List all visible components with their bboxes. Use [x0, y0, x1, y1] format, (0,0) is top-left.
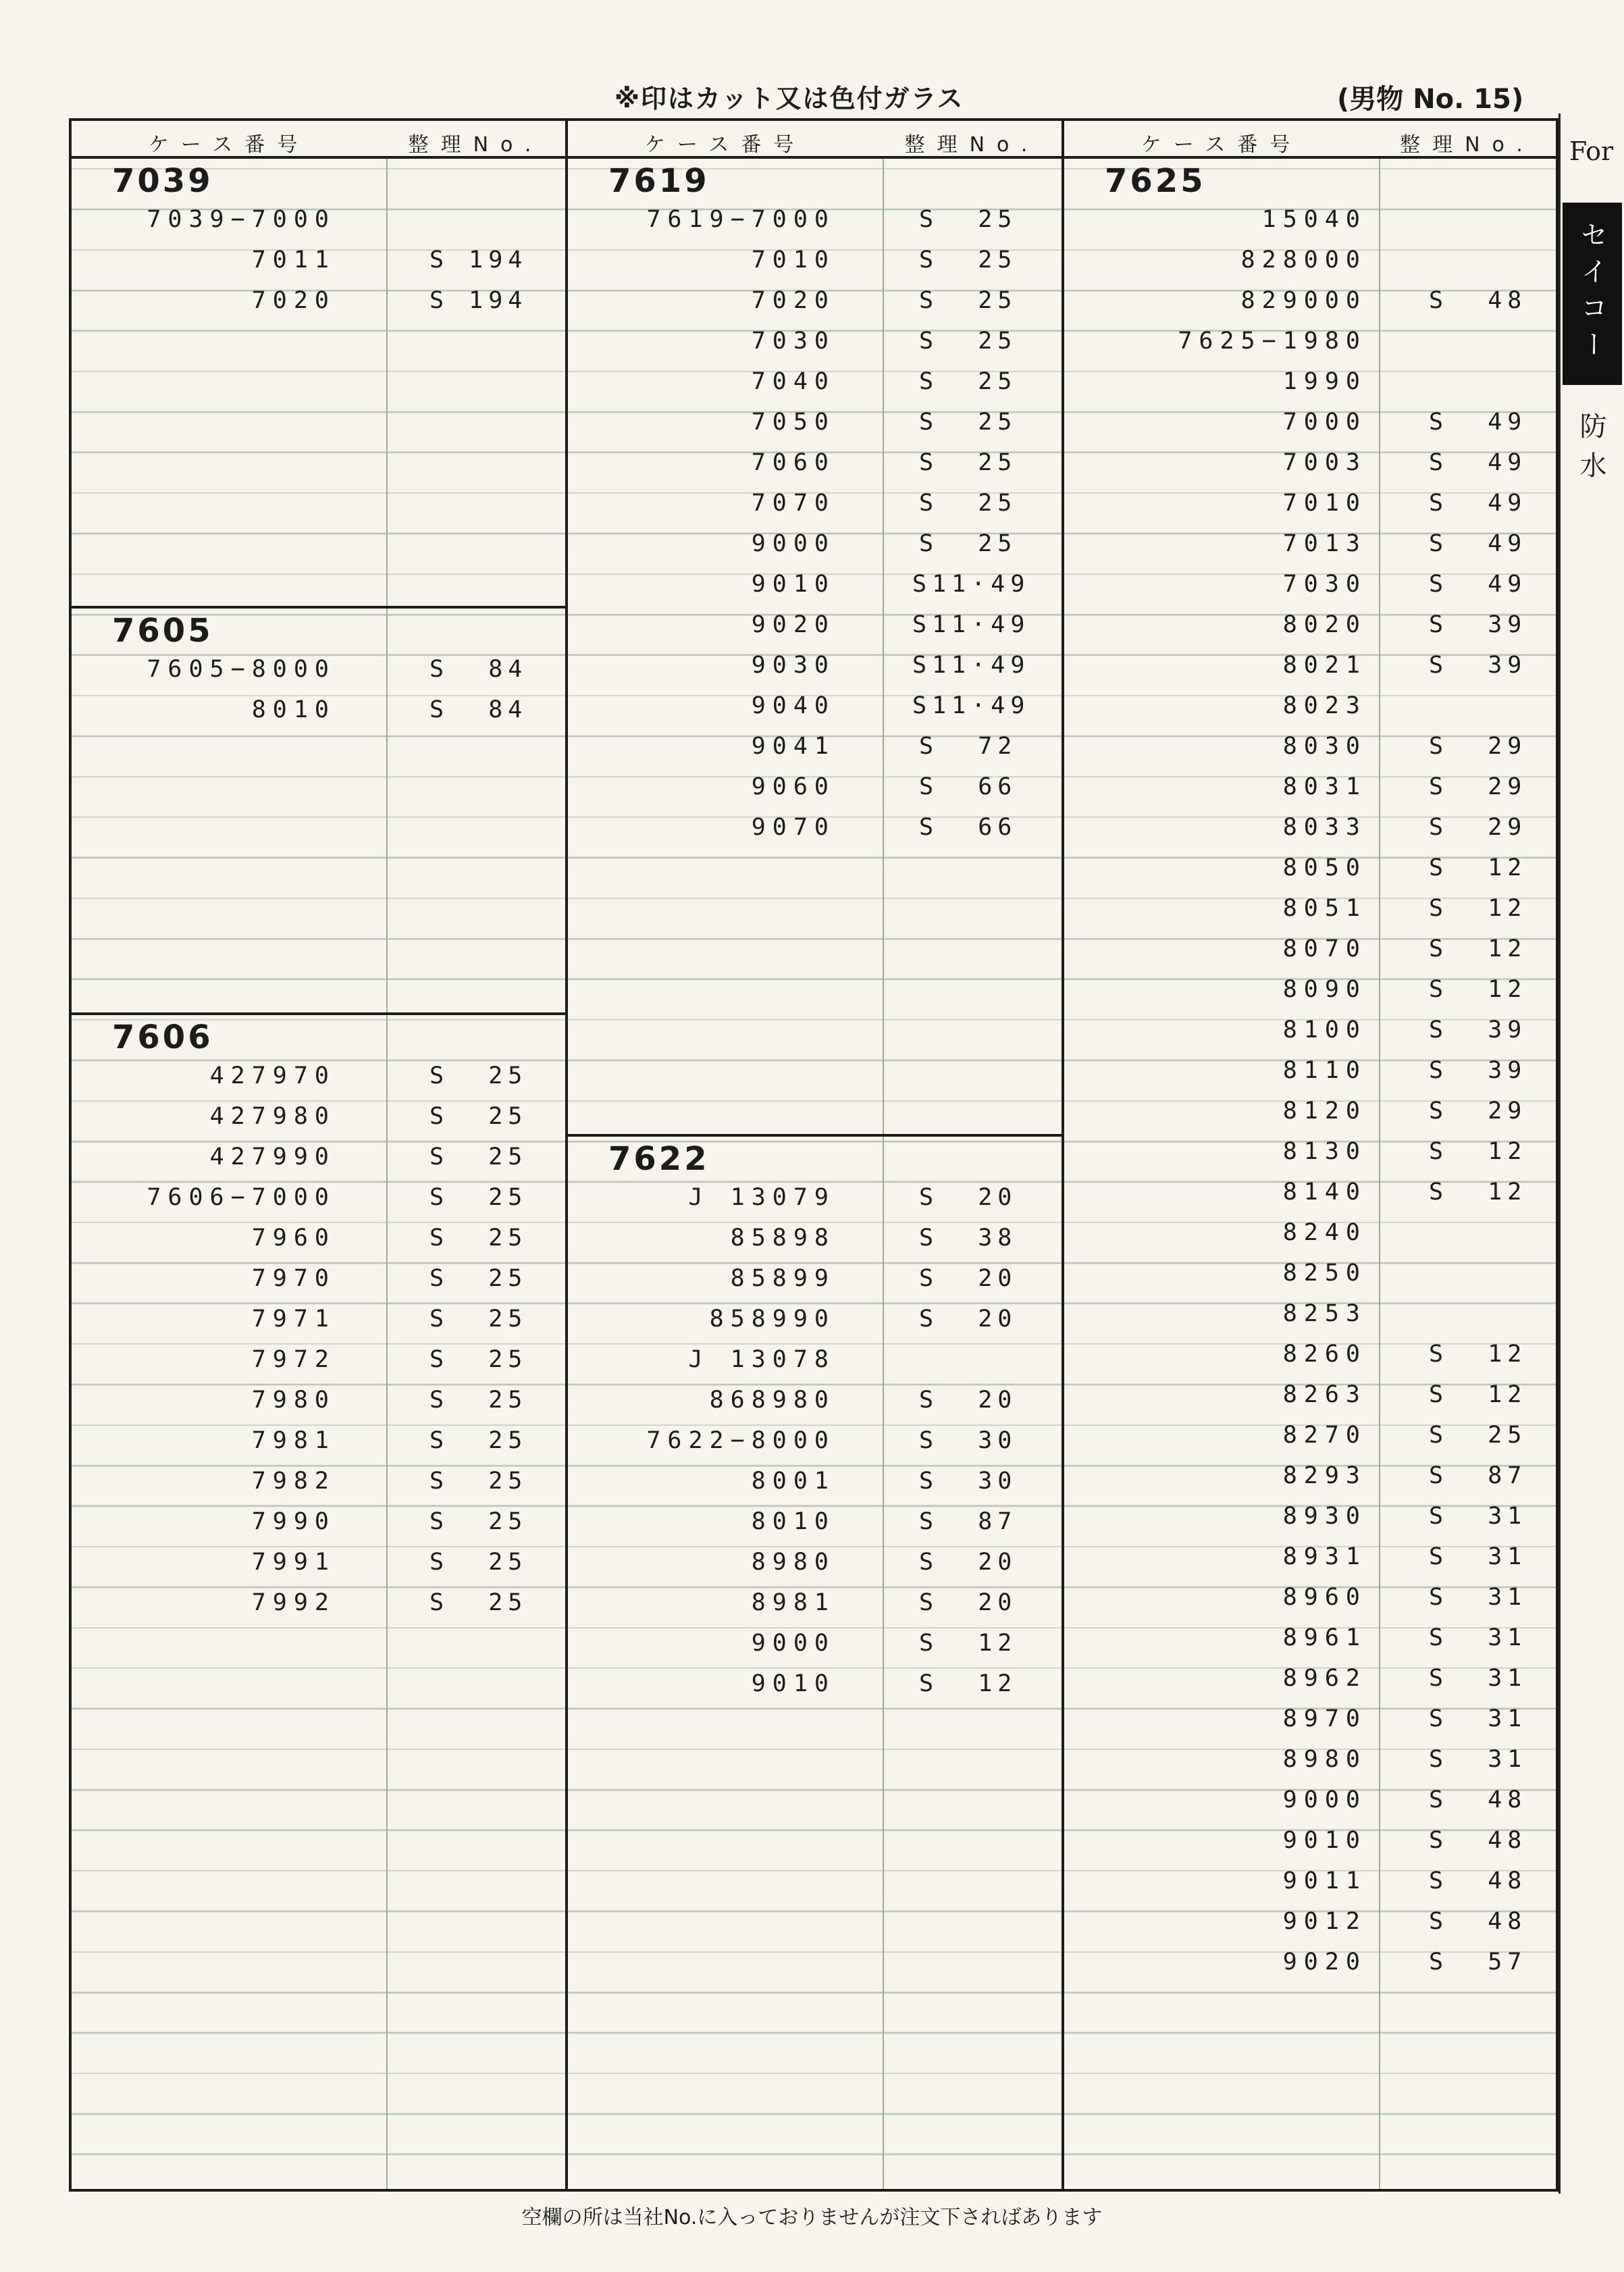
group-title: 7625: [1105, 162, 1206, 200]
ref-no: S 12: [1429, 935, 1527, 962]
case-no: 9010: [1282, 1827, 1367, 1854]
table-row: [568, 1501, 1062, 1542]
ref-no: S 25: [919, 490, 1018, 517]
case-no: 8051: [1282, 895, 1367, 922]
table-row: [1064, 1374, 1556, 1415]
ref-no: S11·49: [912, 692, 1030, 719]
table-row: [1064, 1091, 1556, 1131]
case-no: 8031: [1282, 773, 1367, 800]
table-row: [72, 1258, 565, 1299]
ref-no: S 31: [1429, 1665, 1527, 1692]
table-row: [1064, 442, 1556, 483]
case-no: 7060: [751, 449, 835, 476]
case-no-header: ケース番号: [1141, 133, 1303, 157]
table-row: [72, 1339, 565, 1380]
case-no: 8930: [1282, 1503, 1367, 1530]
ref-no: S 25: [429, 1184, 528, 1211]
ref-no: S 20: [919, 1184, 1018, 1211]
ref-no: S 25: [919, 206, 1018, 233]
case-no: 7970: [251, 1265, 336, 1292]
table-row: [1064, 604, 1556, 645]
case-no: J 13078: [688, 1346, 835, 1373]
ref-no: S 31: [1429, 1624, 1527, 1651]
case-no: 9011: [1282, 1867, 1367, 1894]
case-no: 8010: [751, 1508, 835, 1535]
ref-no: S 20: [919, 1306, 1018, 1333]
table-row: [568, 564, 1062, 604]
table-row: [1064, 807, 1556, 848]
case-no: 7625−1980: [1178, 328, 1367, 355]
ref-no: S 25: [429, 1103, 528, 1130]
ref-no: S 25: [919, 287, 1018, 314]
case-no: 7070: [751, 490, 835, 517]
ref-no: S 12: [919, 1670, 1018, 1697]
table-row: [1064, 1212, 1556, 1253]
table-row: [568, 321, 1062, 361]
ref-no: S 12: [1429, 1381, 1527, 1408]
case-no: 9010: [751, 571, 835, 598]
group-title: 7619: [608, 162, 710, 200]
ref-no: S11·49: [912, 611, 1030, 638]
table-row: [1064, 1577, 1556, 1618]
ref-no: S 48: [1429, 287, 1527, 314]
ref-no: S 20: [919, 1265, 1018, 1292]
case-group-7605: [72, 606, 565, 730]
case-no: 9000: [751, 530, 835, 557]
case-no: 8021: [1282, 652, 1367, 679]
table-row: [568, 1420, 1062, 1461]
table-row: [1064, 726, 1556, 767]
ref-no-header: 整理No.: [1400, 133, 1535, 157]
ref-no: S 31: [1429, 1584, 1527, 1611]
case-no: 9030: [751, 652, 835, 679]
case-no: 9060: [751, 773, 835, 800]
case-no: 8253: [1282, 1300, 1367, 1327]
ref-no: S 25: [429, 1346, 528, 1373]
table-row: [1064, 361, 1556, 402]
ref-no: S 48: [1429, 1908, 1527, 1935]
case-no: 829000: [1240, 287, 1367, 314]
case-no: 7622−8000: [646, 1427, 835, 1454]
group-title: 7622: [608, 1140, 710, 1178]
case-no: 8293: [1282, 1462, 1367, 1489]
ref-no: S 66: [919, 773, 1018, 800]
case-no: 8250: [1282, 1260, 1367, 1287]
ref-no: S 49: [1429, 530, 1527, 557]
case-group-7619: [568, 159, 1062, 848]
case-no: 7972: [251, 1346, 336, 1373]
table-row: [568, 645, 1062, 686]
ref-no: S 31: [1429, 1503, 1527, 1530]
case-group-7625: [1064, 159, 1556, 1982]
ref-no: S 25: [1429, 1422, 1527, 1449]
table-row: [1064, 523, 1556, 564]
ref-no: S 30: [919, 1468, 1018, 1495]
ref-no: S 12: [1429, 976, 1527, 1003]
table-row: [1064, 483, 1556, 523]
case-no: 7020: [251, 287, 336, 314]
table-row: [1064, 1293, 1556, 1334]
case-no: 8023: [1282, 692, 1367, 719]
catalog-page-number: (男物 No. 15): [1337, 84, 1524, 115]
table-row: [1064, 969, 1556, 1010]
table-row: [568, 1582, 1062, 1623]
case-no: 8970: [1282, 1705, 1367, 1732]
ref-no: S 25: [429, 1306, 528, 1333]
case-no: 7982: [251, 1468, 336, 1495]
case-no: 868980: [709, 1387, 835, 1414]
ref-no: S 84: [429, 656, 528, 683]
ref-no: S 12: [1429, 854, 1527, 881]
case-no: 8980: [751, 1549, 835, 1576]
case-no: 427990: [209, 1143, 336, 1170]
table-row: [1064, 280, 1556, 321]
table-row: [568, 361, 1062, 402]
case-no: 7981: [251, 1427, 336, 1454]
ref-no: S 25: [429, 1062, 528, 1089]
table-row: [72, 1501, 565, 1542]
case-no: 9000: [751, 1630, 835, 1657]
ref-no: S 31: [1429, 1746, 1527, 1773]
case-no: 9070: [751, 814, 835, 841]
table-row: [1064, 1010, 1556, 1050]
table-row: [72, 1177, 565, 1218]
case-no: 8033: [1282, 814, 1367, 841]
ref-no: S 39: [1429, 611, 1527, 638]
case-ledger-table: [69, 118, 1558, 2192]
column-header: [1064, 121, 1556, 159]
case-no: 85898: [730, 1224, 835, 1251]
case-no: 8962: [1282, 1665, 1367, 1692]
ref-no: S 49: [1429, 409, 1527, 436]
ref-no: S11·49: [912, 652, 1030, 679]
table-row: [72, 280, 565, 321]
case-no: 8270: [1282, 1422, 1367, 1449]
table-row: [1064, 1334, 1556, 1374]
table-row: [568, 1461, 1062, 1501]
table-row: [1064, 1820, 1556, 1861]
ref-no: S 25: [429, 1224, 528, 1251]
table-row: [1064, 1618, 1556, 1658]
side-tab: [1558, 128, 1624, 547]
table-row: [1064, 888, 1556, 929]
table-row: [568, 240, 1062, 280]
table-row: [1064, 564, 1556, 604]
table-row: [72, 1056, 565, 1096]
table-row: [1064, 1050, 1556, 1091]
table-row: [72, 690, 565, 730]
case-no: 8100: [1282, 1016, 1367, 1043]
table-row: [1064, 686, 1556, 726]
ref-no: S 25: [429, 1508, 528, 1535]
cut-glass-notice: ※印はカット又は色付ガラス: [614, 84, 964, 113]
case-no: 9020: [751, 611, 835, 638]
case-no: 7991: [251, 1549, 336, 1576]
ref-no: S 12: [1429, 1341, 1527, 1368]
table-row: [72, 1137, 565, 1177]
case-no: 9020: [1282, 1948, 1367, 1976]
case-group-7622: [568, 1134, 1062, 1704]
table-row: [72, 1461, 565, 1501]
ledger-column-2: [568, 121, 1064, 2189]
table-row: [568, 807, 1062, 848]
table-row: [568, 1258, 1062, 1299]
group-title: 7605: [112, 612, 213, 650]
table-row: [1064, 1496, 1556, 1537]
case-no: 8240: [1282, 1219, 1367, 1246]
case-no-header: ケース番号: [644, 133, 806, 157]
ref-no: S 57: [1429, 1948, 1527, 1976]
table-row: [1064, 402, 1556, 442]
table-row: [568, 1663, 1062, 1704]
ref-no-header: 整理No.: [408, 133, 544, 157]
case-no: 9000: [1282, 1786, 1367, 1813]
table-row: [568, 523, 1062, 564]
ref-no: S 72: [919, 733, 1018, 760]
table-row: [1064, 645, 1556, 686]
case-no: 8260: [1282, 1341, 1367, 1368]
ref-no: S 39: [1429, 652, 1527, 679]
page-header: [0, 71, 1624, 115]
ref-no: S 29: [1429, 733, 1527, 760]
case-no: 427980: [209, 1103, 336, 1130]
table-row: [1064, 321, 1556, 361]
tab-brand-label: セイコー: [1563, 203, 1622, 385]
ref-no: S 39: [1429, 1016, 1527, 1043]
ref-no: S 25: [429, 1468, 528, 1495]
ref-no: S 25: [429, 1387, 528, 1414]
case-no: 7990: [251, 1508, 336, 1535]
table-row: [72, 649, 565, 690]
table-row: [1064, 1699, 1556, 1739]
tab-for-label: For: [1569, 136, 1614, 166]
table-row: [1064, 1658, 1556, 1699]
case-no: 828000: [1240, 247, 1367, 274]
ref-no: S 25: [429, 1427, 528, 1454]
table-row: [72, 1420, 565, 1461]
case-no: J 13079: [688, 1184, 835, 1211]
table-row: [568, 1339, 1062, 1380]
table-row: [568, 726, 1062, 767]
case-no: 8980: [1282, 1746, 1367, 1773]
ref-no: S 25: [919, 449, 1018, 476]
case-no: 9012: [1282, 1908, 1367, 1935]
ref-no: S 48: [1429, 1786, 1527, 1813]
table-row: [568, 199, 1062, 240]
case-no: 8070: [1282, 935, 1367, 962]
case-no: 8030: [1282, 733, 1367, 760]
table-row: [568, 767, 1062, 807]
ref-no: S 66: [919, 814, 1018, 841]
group-title: 7606: [112, 1018, 213, 1056]
ref-no: S 87: [1429, 1462, 1527, 1489]
ref-no: S 87: [919, 1508, 1018, 1535]
case-no: 7010: [751, 247, 835, 274]
case-no: 7011: [251, 247, 336, 274]
ref-no: S 25: [919, 409, 1018, 436]
case-no: 7050: [751, 409, 835, 436]
case-no: 7960: [251, 1224, 336, 1251]
group-title: 7039: [112, 162, 213, 200]
column-header: [72, 121, 565, 159]
table-row: [1064, 1415, 1556, 1455]
table-row: [72, 1582, 565, 1623]
table-row: [72, 1542, 565, 1582]
table-row: [1064, 1253, 1556, 1293]
case-no: 7619−7000: [646, 206, 835, 233]
table-row: [72, 240, 565, 280]
case-no: 7040: [751, 368, 835, 395]
ref-no: S 25: [919, 247, 1018, 274]
case-no: 8960: [1282, 1584, 1367, 1611]
ref-no: S 38: [919, 1224, 1018, 1251]
table-row: [568, 1218, 1062, 1258]
table-row: [1064, 1739, 1556, 1780]
case-no: 8130: [1282, 1138, 1367, 1165]
ref-no: S 194: [429, 287, 528, 314]
table-row: [568, 280, 1062, 321]
table-row: [1064, 1172, 1556, 1212]
table-row: [568, 686, 1062, 726]
case-no: 858990: [709, 1306, 835, 1333]
ref-no: S 12: [1429, 895, 1527, 922]
case-no: 8001: [751, 1468, 835, 1495]
case-no: 7030: [751, 328, 835, 355]
table-row: [568, 483, 1062, 523]
table-row: [568, 402, 1062, 442]
case-no: 7606−7000: [147, 1184, 336, 1211]
table-row: [568, 1542, 1062, 1582]
ref-no: S 30: [919, 1427, 1018, 1454]
ref-no: S 39: [1429, 1057, 1527, 1084]
ref-no: S 31: [1429, 1705, 1527, 1732]
case-no: 8981: [751, 1589, 835, 1616]
case-group-7606: [72, 1012, 565, 1623]
table-row: [72, 1096, 565, 1137]
ref-no: S 49: [1429, 449, 1527, 476]
case-no: 8931: [1282, 1543, 1367, 1570]
table-row: [568, 1380, 1062, 1420]
case-no: 8010: [251, 696, 336, 723]
table-row: [1064, 848, 1556, 888]
case-no: 8110: [1282, 1057, 1367, 1084]
ref-no: S 49: [1429, 571, 1527, 598]
ref-no: S 20: [919, 1589, 1018, 1616]
table-row: [568, 1177, 1062, 1218]
case-no: 7030: [1282, 571, 1367, 598]
ref-no: S 25: [429, 1549, 528, 1576]
case-no: 8120: [1282, 1098, 1367, 1125]
table-row: [1064, 240, 1556, 280]
table-row: [1064, 1131, 1556, 1172]
case-no: 8050: [1282, 854, 1367, 881]
ref-no: S 25: [919, 530, 1018, 557]
ref-no: S 31: [1429, 1543, 1527, 1570]
tab-category-label: 防水: [1575, 412, 1606, 490]
case-no: 1990: [1282, 368, 1367, 395]
case-no: 7039−7000: [147, 206, 336, 233]
table-row: [72, 1299, 565, 1339]
column-header: [568, 121, 1062, 159]
case-no: 7010: [1282, 490, 1367, 517]
case-no: 8263: [1282, 1381, 1367, 1408]
ref-no: S 20: [919, 1387, 1018, 1414]
ref-no: S 12: [919, 1630, 1018, 1657]
footer-note: 空欄の所は当社No.に入っておりませんが注文下さればあります: [521, 2206, 1103, 2229]
case-no: 7003: [1282, 449, 1367, 476]
ref-no: S 48: [1429, 1867, 1527, 1894]
ref-no: S 25: [429, 1589, 528, 1616]
ref-no: S 25: [429, 1265, 528, 1292]
ref-no: S11·49: [912, 571, 1030, 598]
case-no: 7000: [1282, 409, 1367, 436]
ledger-column-1: [72, 121, 568, 2189]
case-no: 9010: [751, 1670, 835, 1697]
ref-no: S 12: [1429, 1138, 1527, 1165]
case-group-7039: [72, 159, 565, 321]
ref-no: S 29: [1429, 814, 1527, 841]
case-no: 9040: [751, 692, 835, 719]
ref-no: S 12: [1429, 1179, 1527, 1206]
ref-no: S 194: [429, 247, 528, 274]
table-row: [568, 1623, 1062, 1663]
table-row: [72, 199, 565, 240]
table-row: [72, 1218, 565, 1258]
table-row: [1064, 1901, 1556, 1942]
case-no: 7020: [751, 287, 835, 314]
ref-no: S 29: [1429, 773, 1527, 800]
ref-no: S 25: [919, 328, 1018, 355]
table-row: [72, 1380, 565, 1420]
table-row: [1064, 199, 1556, 240]
ref-no: S 20: [919, 1549, 1018, 1576]
table-row: [1064, 1780, 1556, 1820]
ref-no: S 29: [1429, 1098, 1527, 1125]
case-no: 7013: [1282, 530, 1367, 557]
table-row: [568, 442, 1062, 483]
case-no-header: ケース番号: [148, 133, 310, 157]
case-no: 7605−8000: [147, 656, 336, 683]
case-no: 8020: [1282, 611, 1367, 638]
case-no: 9041: [751, 733, 835, 760]
table-row: [1064, 1455, 1556, 1496]
table-row: [1064, 1942, 1556, 1982]
table-row: [568, 604, 1062, 645]
ref-no: S 84: [429, 696, 528, 723]
table-row: [1064, 1861, 1556, 1901]
case-no: 7980: [251, 1387, 336, 1414]
case-no: 7971: [251, 1306, 336, 1333]
case-no: 85899: [730, 1265, 835, 1292]
ledger-column-3: [1064, 121, 1556, 2189]
case-no: 8090: [1282, 976, 1367, 1003]
ref-no: S 48: [1429, 1827, 1527, 1854]
ref-no: S 49: [1429, 490, 1527, 517]
table-row: [1064, 767, 1556, 807]
ref-no: S 25: [429, 1143, 528, 1170]
table-row: [568, 1299, 1062, 1339]
case-no: 427970: [209, 1062, 336, 1089]
case-no: 8961: [1282, 1624, 1367, 1651]
table-row: [1064, 929, 1556, 969]
case-no: 15040: [1261, 206, 1367, 233]
table-row: [1064, 1537, 1556, 1577]
ref-no-header: 整理No.: [904, 133, 1040, 157]
ref-no: S 25: [919, 368, 1018, 395]
case-no: 8140: [1282, 1179, 1367, 1206]
case-no: 7992: [251, 1589, 336, 1616]
